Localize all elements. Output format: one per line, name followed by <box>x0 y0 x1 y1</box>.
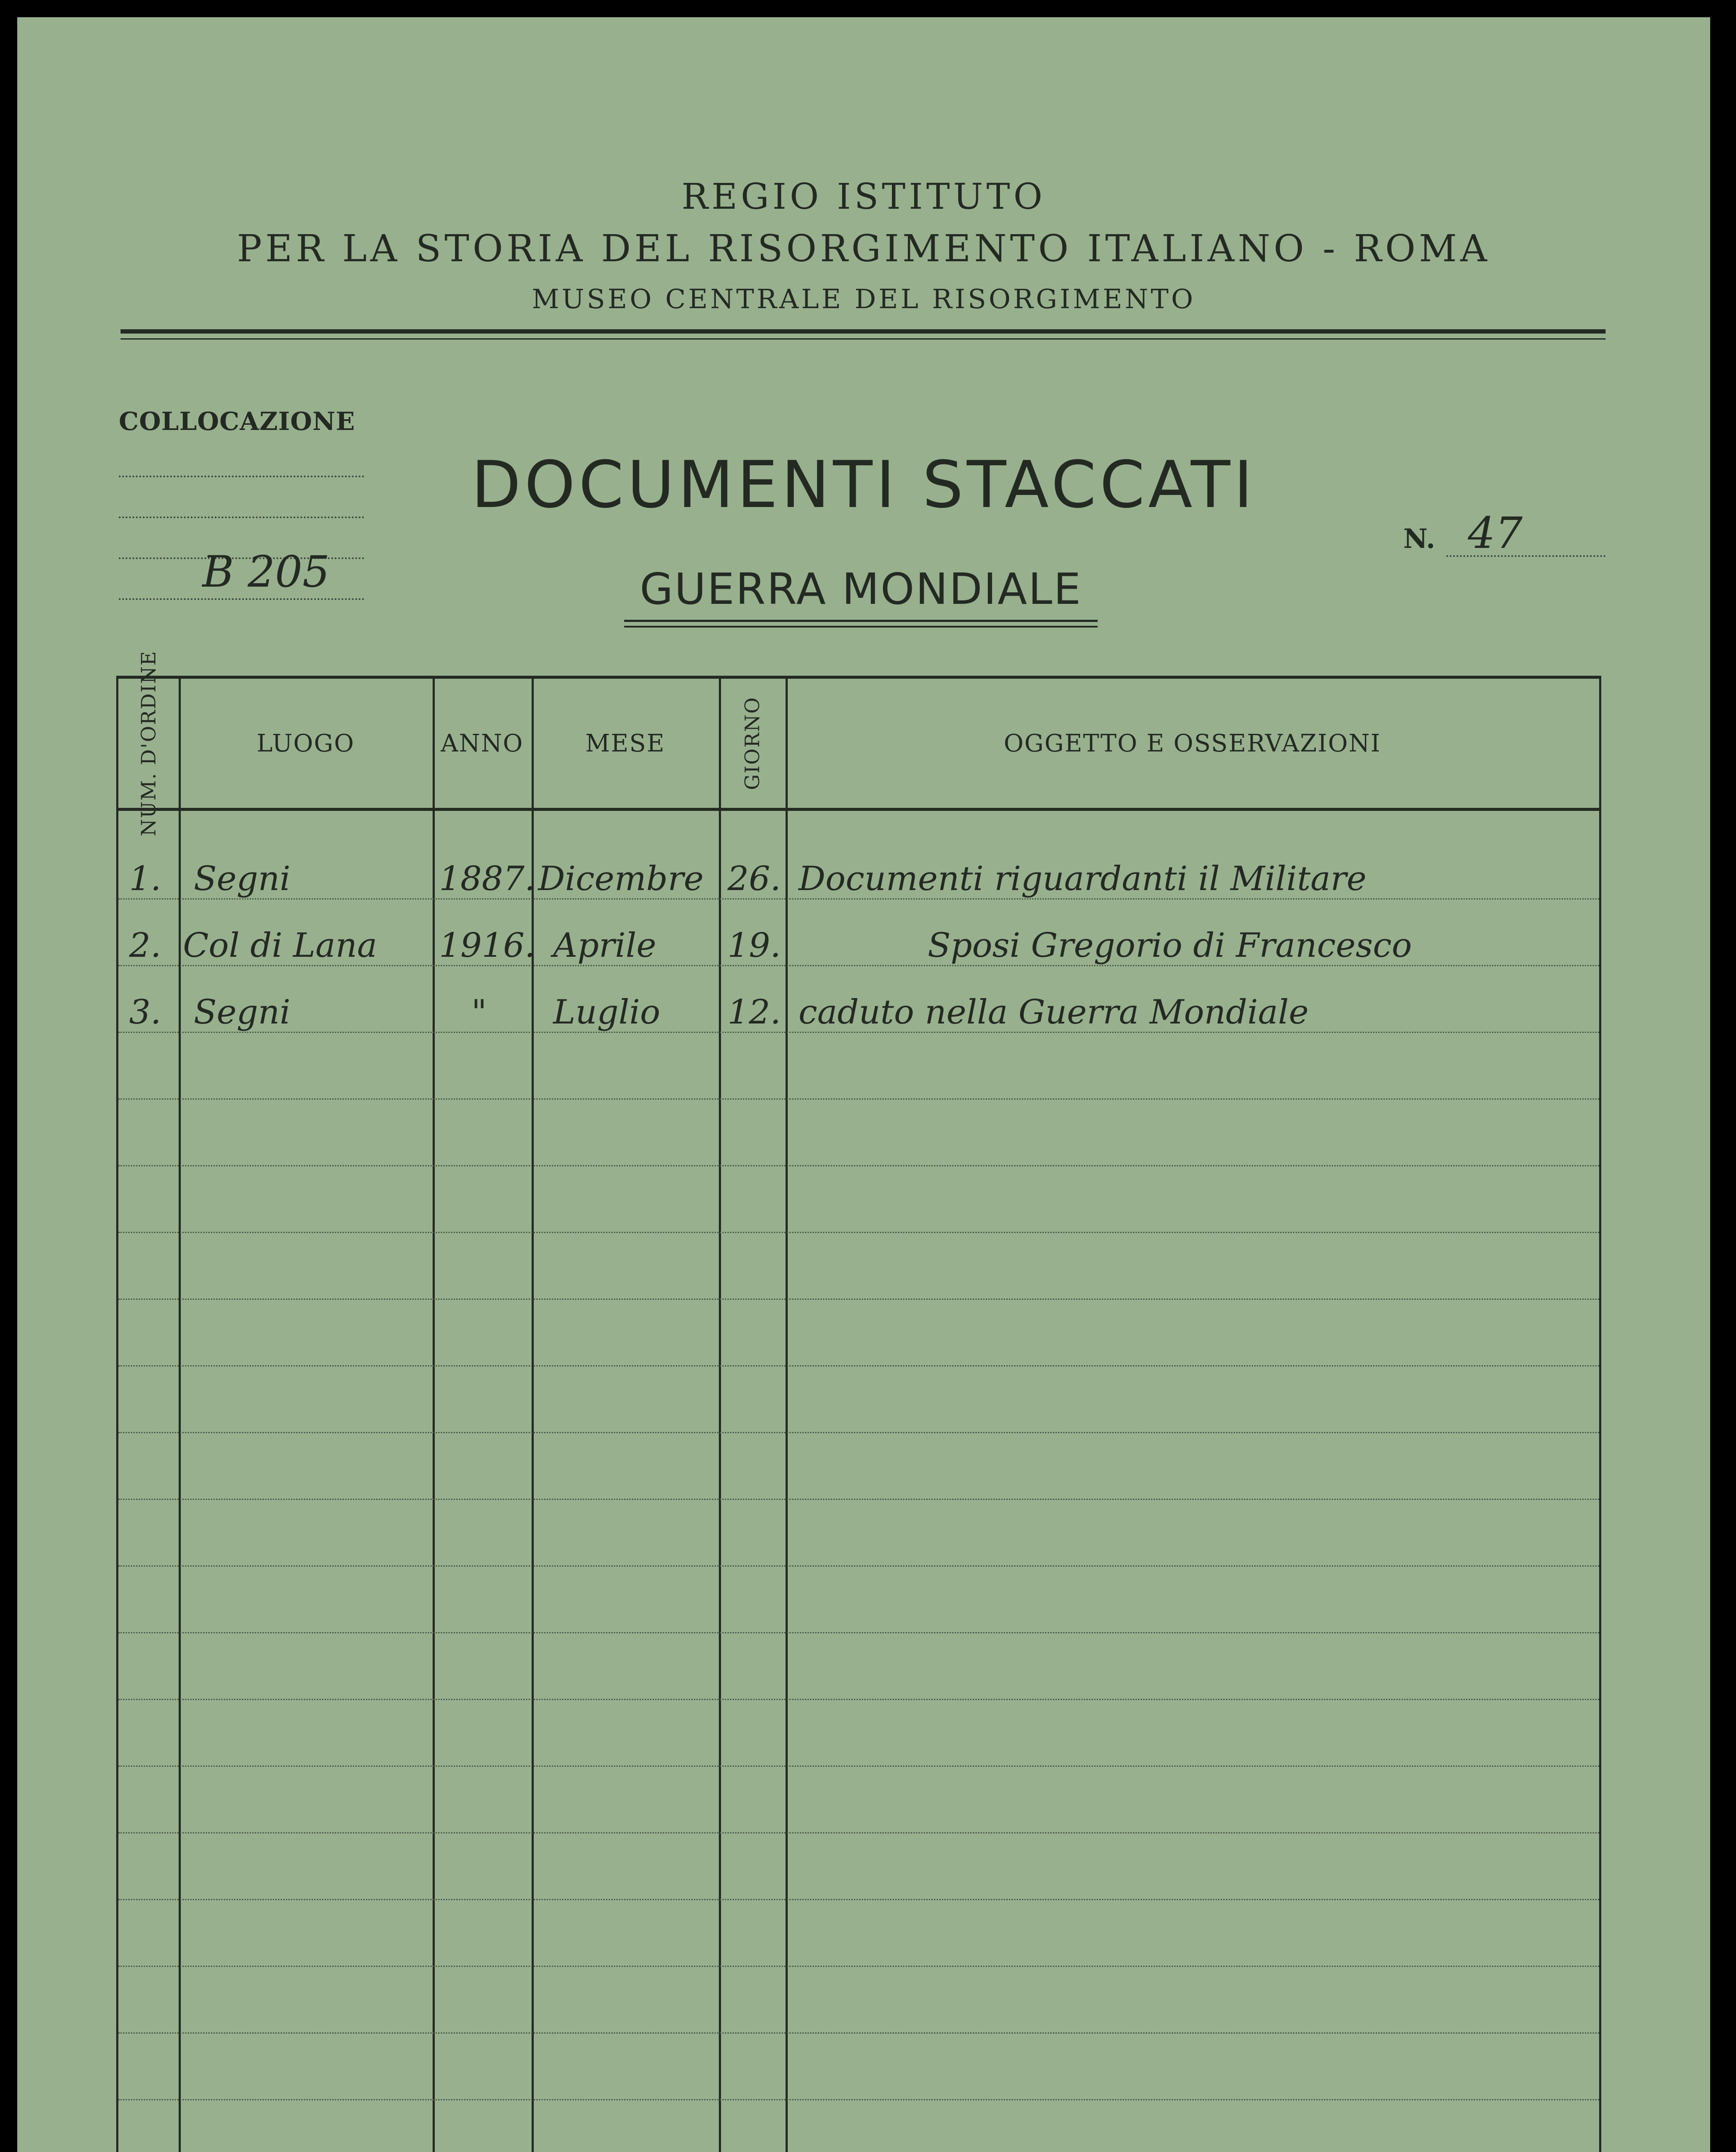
table-cell-anno: " <box>471 993 487 1032</box>
col-header-giorno <box>719 679 786 808</box>
table-rule-line <box>118 1699 1599 1700</box>
header-institute: REGIO ISTITUTO <box>681 176 1046 217</box>
table-cell-anno: 1887. <box>439 860 535 898</box>
collocazione-value: B 205 <box>202 547 330 597</box>
table-rule-line <box>118 1365 1599 1367</box>
table-cell-luogo: Col di Lana <box>183 926 378 965</box>
header-rule-thin <box>121 338 1606 340</box>
col-header-num-label: NUM. D'ORDINE <box>137 650 160 837</box>
table-rule-line <box>118 1966 1599 1967</box>
table-rule-line <box>118 2099 1599 2100</box>
table-header-rule <box>118 808 1599 811</box>
table-cell-luogo: Segni <box>194 860 291 898</box>
column-divider <box>433 679 435 2152</box>
col-header-luogo: LUOGO <box>257 729 355 758</box>
table-cell-oggetto: Documenti riguardanti il Militare <box>798 860 1367 898</box>
table-rule-line <box>118 1832 1599 1834</box>
document-sheet <box>17 17 1710 2152</box>
page-subtitle: GUERRA MONDIALE <box>640 564 1082 614</box>
table-rule-line <box>118 1432 1599 1433</box>
header-institute-full: PER LA STORIA DEL RISORGIMENTO ITALIANO - ROMA <box>237 227 1491 270</box>
table-rule-line <box>118 898 1599 900</box>
table-rule-line <box>118 1165 1599 1166</box>
table-rule-line <box>118 965 1599 966</box>
column-divider <box>719 679 721 2152</box>
col-header-giorno-label: GIORNO <box>740 696 764 790</box>
table-rule-line <box>118 1499 1599 1500</box>
header-rule-thick <box>121 329 1606 334</box>
table-cell-mese: Aprile <box>553 926 656 965</box>
table-cell-num: 1. <box>129 860 161 898</box>
table-rule-line <box>118 1766 1599 1767</box>
table-cell-mese: Dicembre <box>538 860 704 898</box>
table-rule-line <box>118 2032 1599 2034</box>
column-divider <box>179 679 181 2152</box>
table-cell-mese: Luglio <box>553 993 660 1032</box>
table-cell-num: 3. <box>129 993 161 1032</box>
col-header-oggetto: OGGETTO E OSSERVAZIONI <box>1003 729 1381 758</box>
header-museum: MUSEO CENTRALE DEL RISORGIMENTO <box>532 283 1196 315</box>
register-table <box>116 650 1601 2152</box>
page-title: DOCUMENTI STACCATI <box>471 448 1256 523</box>
column-divider <box>532 679 534 2152</box>
table-rule-line <box>118 1032 1599 1033</box>
table-cell-luogo: Segni <box>194 993 291 1032</box>
table-cell-oggetto: caduto nella Guerra Mondiale <box>798 993 1309 1032</box>
table-cell-oggetto: Sposi Gregorio di Francesco <box>928 926 1412 965</box>
table-rule-line <box>118 1299 1599 1300</box>
table-rule-line <box>118 1565 1599 1567</box>
table-cell-giorno: 26. <box>727 860 781 898</box>
number-label: N. <box>1403 523 1436 554</box>
table-cell-giorno: 19. <box>727 926 781 965</box>
number-value: 47 <box>1468 508 1523 558</box>
table-rule-line <box>118 1632 1599 1633</box>
table-rule-line <box>118 1098 1599 1100</box>
table-cell-anno: 1916. <box>439 926 535 965</box>
column-divider <box>786 679 788 2152</box>
table-rule-line <box>118 1232 1599 1233</box>
collocazione-label: COLLOCAZIONE <box>119 407 356 436</box>
subtitle-underline <box>624 620 1098 622</box>
table-cell-giorno: 12. <box>727 993 781 1032</box>
subtitle-underline <box>624 626 1098 628</box>
collocazione-dotline <box>119 598 364 600</box>
col-header-num <box>118 650 179 837</box>
table-rule-line <box>118 1899 1599 1900</box>
table-cell-num: 2. <box>129 926 161 965</box>
col-header-anno: ANNO <box>440 729 524 758</box>
col-header-mese: MESE <box>585 729 665 758</box>
